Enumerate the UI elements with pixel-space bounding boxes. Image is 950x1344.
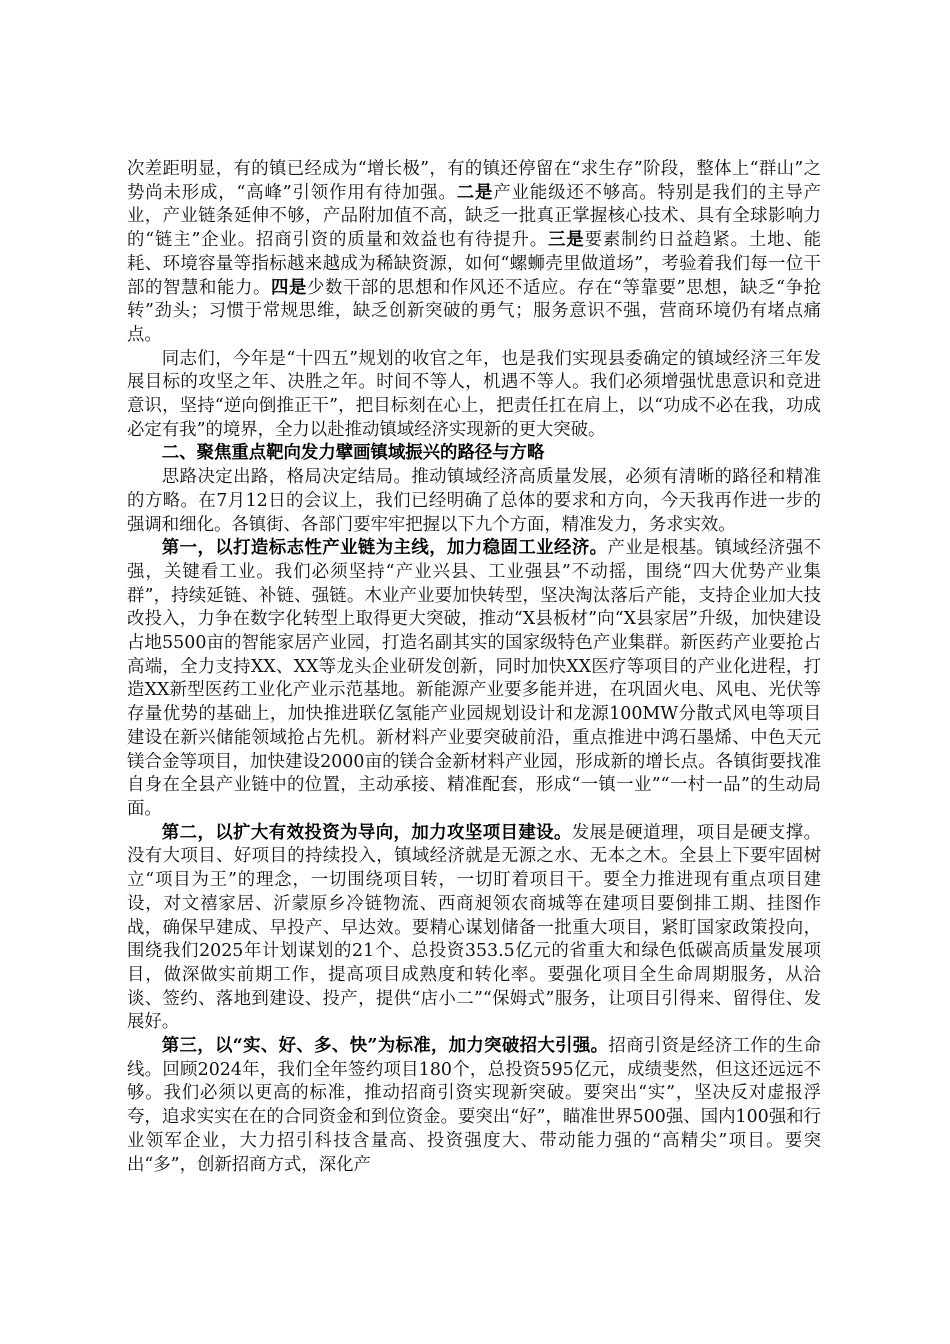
paragraph-point-one (127, 537, 821, 821)
text-segment: 要素制约日益趋紧。土地、能耗、环境容量等指标越来越成为稀缺资源，如何“螺蛳壳里做道场”，考验着我们每一位干部的智慧和能力。 (127, 230, 821, 298)
paragraph-approach: 思路决定出路，格局决定结局。推动镇域经济高质量发展，必须有清晰的路径和精准的方略。在7月12日的会议上，我们已经明确了总体的要求和方向，今天我再作进一步的强调和细化。各镇街、各部门要牢牢把握以下九个方面，精准发力，务求实效。 (127, 467, 821, 535)
point-text: 产业是根基。镇域经济强不强，关键看工业。我们必须坚持“产业兴县、工业强县”不动摇，围绕“四大优势产业集群”，持续延链、补链、强链。木业产业要加快转型，坚决淘汰落后产能，支持企业加大技改投入，力争在数字化转型上取得更大突破，推动“X县板材”向“X县家居”升级，加快建设占地5500亩的智能家居产业园，打造名副其实的国家级特色产业集群。新医药产业要抢占高端，全力支持XX、XX等龙头企业研发创新，同时加快XX医疗等项目的产业化进程，打造XX新型医药工业化产业示范基地。新能源产业要多能并进，在巩固火电、风电、光伏等存量优势的基础上，加快推进联亿氢能产业园规划设计和龙源100MW分散式风电等项目建设在新兴储能领域抢占先机。新材料产业要突破前沿，重点推进中鸿石墨烯、中色天元镁合金等项目，加快建设2000亩的镁合金新材料产业园，形成新的增长点。各镇街要找准自身在全县产业链中的位置，主动承接、精准配套，形成“一镇一业”“一村一品”的生动局面。 (127, 538, 821, 819)
bold-marker: 二是 (456, 182, 494, 203)
point-text: 发展是硬道理，项目是硬支撑。没有大项目、好项目的持续投入，镇域经济就是无源之水、无本之木。全县上下要牢固树立“项目为王”的理念，一切围绕项目转，一切盯着项目干。要全力推进现有重点项目建设，对文禧家居、沂蒙原乡冷链物流、西商昶领农商城等在建项目要倒排工期、挂图作战，确保早建成、早投产、早达效。要精心谋划储备一批重大项目，紧盯国家政策投向，围绕我们2025年计划谋划的21个、总投资353.5亿元的省重大和绿色低碳高质量发展项目，做深做实前期工作，提高项目成熟度和转化率。要强化项目全生命周期服务，从洽谈、签约、落地到建设、投产，提供“店小二”“保姆式”服务，让项目引得来、留得住、发展好。 (127, 822, 821, 1033)
point-title: 第二，以扩大有效投资为导向，加力攻坚项目建设。 (161, 822, 572, 843)
text-segment: 次差距明显，有的镇已经成为“增长极”，有的镇还停留在“求生存”阶段，整体上“群山”之势尚未形成，“高峰”引领作用有待加强。 (127, 159, 821, 203)
point-title: 第三，以“实、好、多、快”为标准，加力突破招大引强。 (161, 1036, 609, 1057)
document-body (127, 158, 821, 1177)
point-title: 第一，以打造标志性产业链为主线，加力稳固工业经济。 (161, 538, 608, 559)
point-text: 招商引资是经济工作的生命线。回顾2024年，我们全年签约项目180个，总投资595亿元，成绩斐然，但这还远远不够。我们必须以更高的标准，推动招商引资实现新突破。要突出“实”，坚决反对虚报浮夸，追求实实在在的合同资金和到位资金。要突出“好”，瞄准世界500强、国内100强和行业领军企业，大力招引科技含量高、投资强度大、带动能力强的“高精尖”项目。要突出“多”，创新招商方式，深化产 (127, 1036, 821, 1175)
paragraph-point-three (127, 1035, 821, 1177)
paragraph-point-two (127, 822, 821, 1035)
paragraph-problems (127, 158, 821, 348)
section-heading: 二、聚焦重点靶向发力擘画镇域振兴的路径与方略 (161, 443, 545, 464)
paragraph-comrades: 同志们，今年是“十四五”规划的收官之年，也是我们实现县委确定的镇域经济三年发展目标的攻坚之年、决胜之年。时间不等人，机遇不等人。我们必须增强忧患意识和竞进意识，坚持“逆向倒推正干”，把目标刻在心上，把责任扛在肩上，以“功成不必在我，功成必定有我”的境界，全力以赴推动镇域经济实现新的更大突破。 (127, 348, 821, 440)
text-segment: 少数干部的思想和作风还不适应。存在“等靠要”思想，缺乏“争抢转”劲头；习惯于常规思维，缺乏创新突破的勇气；服务意识不强，营商环境仍有堵点痛点。 (127, 277, 821, 345)
bold-marker: 四是 (271, 277, 308, 298)
bold-marker: 三是 (548, 230, 585, 251)
text-segment: 产业能级还不够高。特别是我们的主导产业，产业链条延伸不够，产品附加值不高，缺乏一批真正掌握核心技术、具有全球影响力的“链主”企业。招商引资的质量和效益也有待提升。 (127, 182, 821, 251)
